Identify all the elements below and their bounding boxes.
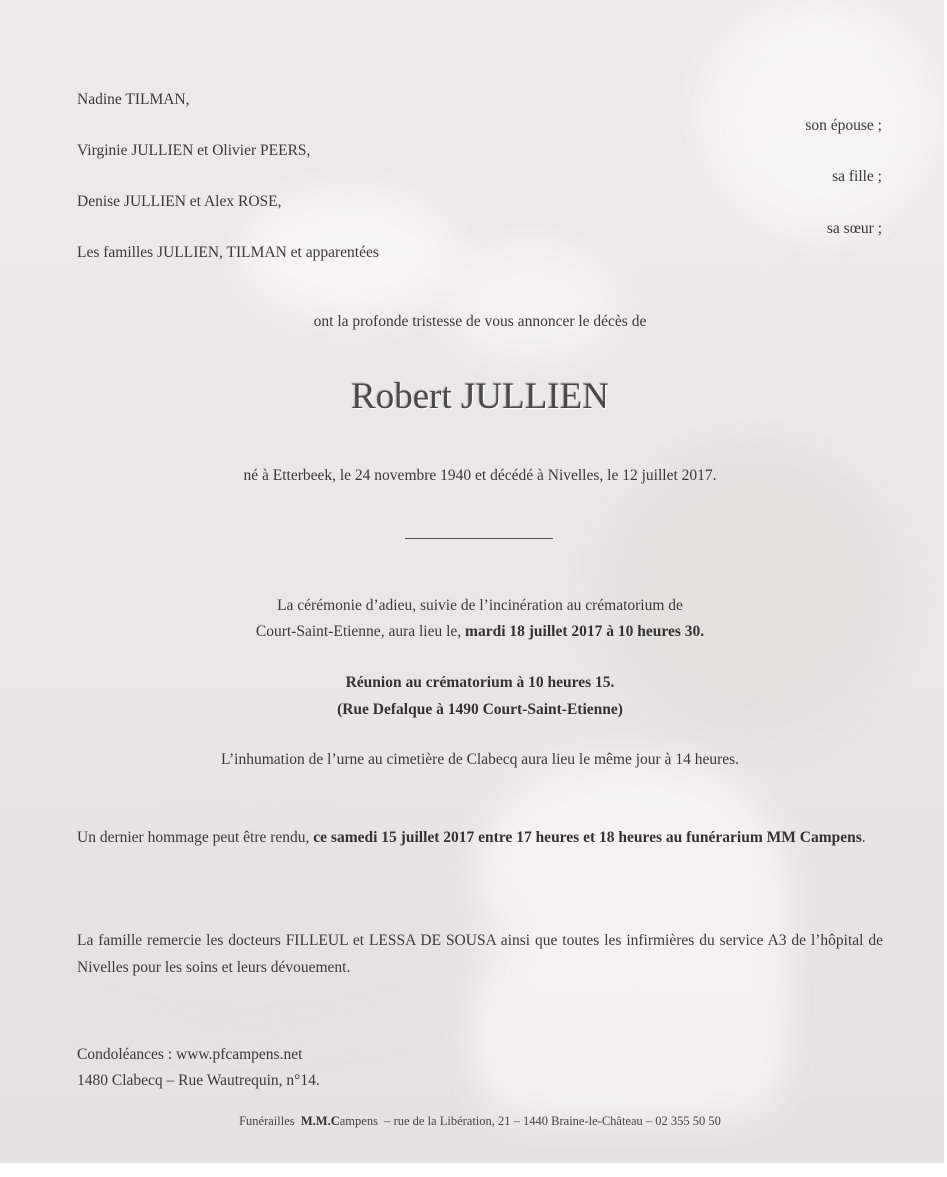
family-member-relation: sa fille ;	[832, 168, 882, 185]
footer-brand-rest: ampens	[339, 1114, 378, 1128]
ceremony-place: Court-Saint-Etienne, aura lieu le,	[255, 623, 462, 640]
birth-death-line: né à Etterbeek, le 24 novembre 1940 et décédé à Nivelles, le 12 juillet 2017.	[243, 467, 717, 484]
footer-details: – rue de la Libération, 21 – 1440 Braine-le-Château – 02 355 50 50	[384, 1114, 721, 1128]
footer-prefix: Funérailles	[239, 1114, 295, 1128]
condolences-address: 1480 Clabecq – Rue Wautrequin, n°14.	[77, 1072, 320, 1089]
background-candle-glow	[440, 240, 620, 360]
meeting-time: Réunion au crématorium à 10 heures 15.	[345, 674, 615, 691]
homage-intro: Un dernier hommage peut être rendu,	[77, 829, 310, 846]
footer-brand-initials: M.M.C	[300, 1114, 340, 1128]
family-member-name: Les familles JULLIEN, TILMAN et apparentées	[77, 244, 379, 261]
family-member-name: Nadine TILMAN,	[77, 91, 190, 108]
ceremony-line-1: La cérémonie d’adieu, suivie de l’incinération au crématorium de	[277, 597, 683, 614]
deceased-name: Robert JULLIEN	[351, 376, 609, 417]
homage-end: .	[861, 829, 866, 846]
announcement-text: ont la profonde tristesse de vous annoncer le décès de	[313, 313, 647, 330]
ceremony-line-2	[0, 622, 944, 642]
inhumation-text: L’inhumation de l’urne au cimetière de Clabecq aura lieu le même jour à 14 heures.	[220, 751, 740, 768]
funeral-home-footer	[0, 1113, 944, 1129]
family-member-relation: son épouse ;	[805, 117, 882, 134]
family-member-relation: sa sœur ;	[826, 220, 882, 237]
family-member-name: Denise JULLIEN et Alex ROSE,	[77, 193, 282, 210]
homage-paragraph	[77, 824, 883, 851]
family-member-name: Virginie JULLIEN et Olivier PEERS,	[77, 142, 311, 159]
condolences-website: Condoléances : www.pfcampens.net	[77, 1046, 303, 1063]
homage-details: ce samedi 15 juillet 2017 entre 17 heures et 18 heures au funérarium MM Campens	[313, 829, 862, 846]
separator-line	[405, 538, 553, 539]
thanks-paragraph: La famille remercie les docteurs FILLEUL et LESSA DE SOUSA ainsi que toutes les infirmières du service A3 de l’hôpital de Nivelles pour les soins et leurs dévouement.	[77, 932, 883, 976]
crematorium-address: (Rue Defalque à 1490 Court-Saint-Etienne)	[337, 701, 623, 718]
ceremony-date: mardi 18 juillet 2017 à 10 heures 30.	[465, 623, 705, 640]
